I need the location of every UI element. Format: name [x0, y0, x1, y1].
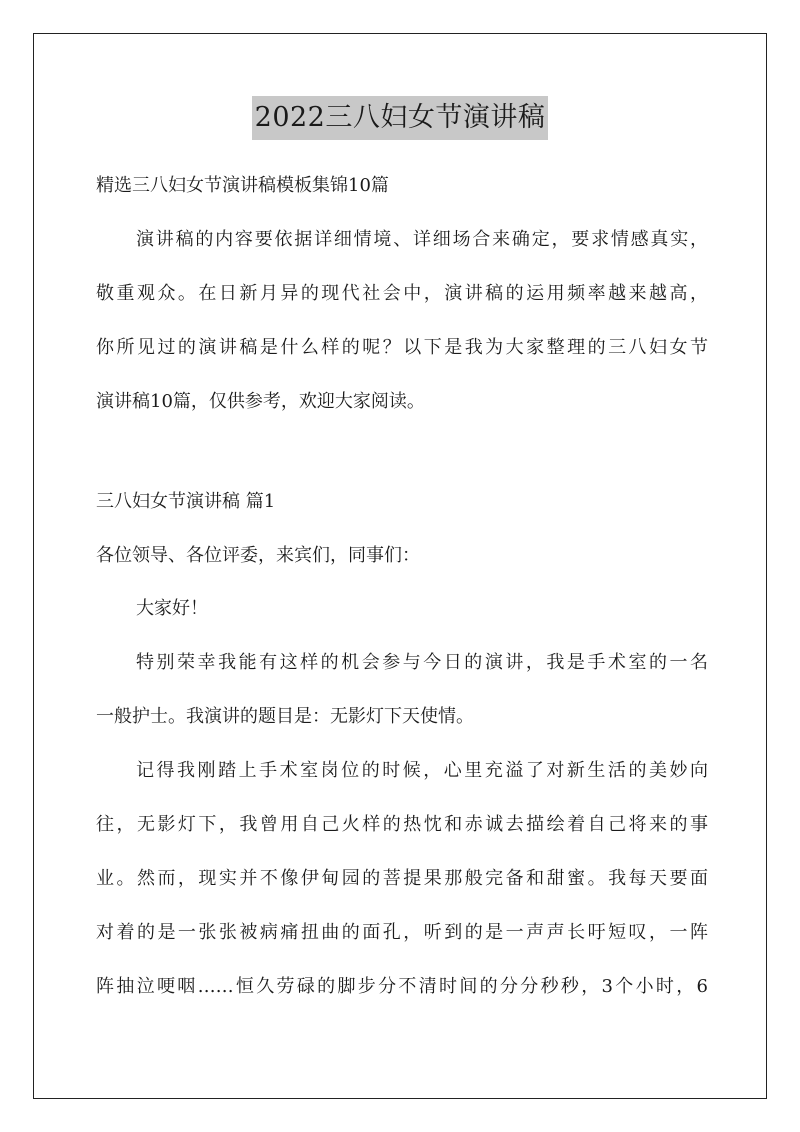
salutation: 各位领导、各位评委，来宾们，同事们：	[96, 545, 420, 566]
document-title: 2022三八妇女节演讲稿	[252, 96, 549, 140]
intro-line-3: 你所见过的演讲稿是什么样的呢？以下是我为大家整理的三八妇女节	[96, 337, 708, 358]
greeting: 大家好！	[136, 598, 208, 619]
para2-line-2: 往，无影灯下，我曾用自己火样的热忱和赤诚去描绘着自己将来的事	[96, 814, 708, 835]
intro-line-1: 演讲稿的内容要依据详细情境、详细场合来确定，要求情感真实，	[136, 229, 708, 250]
intro-line-2: 敬重观众。在日新月异的现代社会中，演讲稿的运用频率越来越高，	[96, 283, 708, 304]
para1-line-2: 一般护士。我演讲的题目是：无影灯下天使情。	[96, 706, 474, 727]
para2-line-1: 记得我刚踏上手术室岗位的时候，心里充溢了对新生活的美妙向	[136, 760, 708, 781]
para2-line-4: 对着的是一张张被病痛扭曲的面孔，听到的是一声声长吁短叹，一阵	[96, 922, 708, 943]
para1-line-1: 特别荣幸我能有这样的机会参与今日的演讲，我是手术室的一名	[136, 652, 708, 673]
para2-line-3: 业。然而，现实并不像伊甸园的菩提果那般完备和甜蜜。我每天要面	[96, 868, 708, 889]
section-heading: 三八妇女节演讲稿 篇1	[96, 491, 276, 512]
title-container	[0, 96, 800, 140]
para2-line-5: 阵抽泣哽咽……恒久劳碌的脚步分不清时间的分分秒秒，3个小时，6	[96, 976, 708, 997]
intro-line-4: 演讲稿10篇，仅供参考，欢迎大家阅读。	[96, 391, 425, 412]
document-subtitle: 精选三八妇女节演讲稿模板集锦10篇	[96, 175, 389, 196]
